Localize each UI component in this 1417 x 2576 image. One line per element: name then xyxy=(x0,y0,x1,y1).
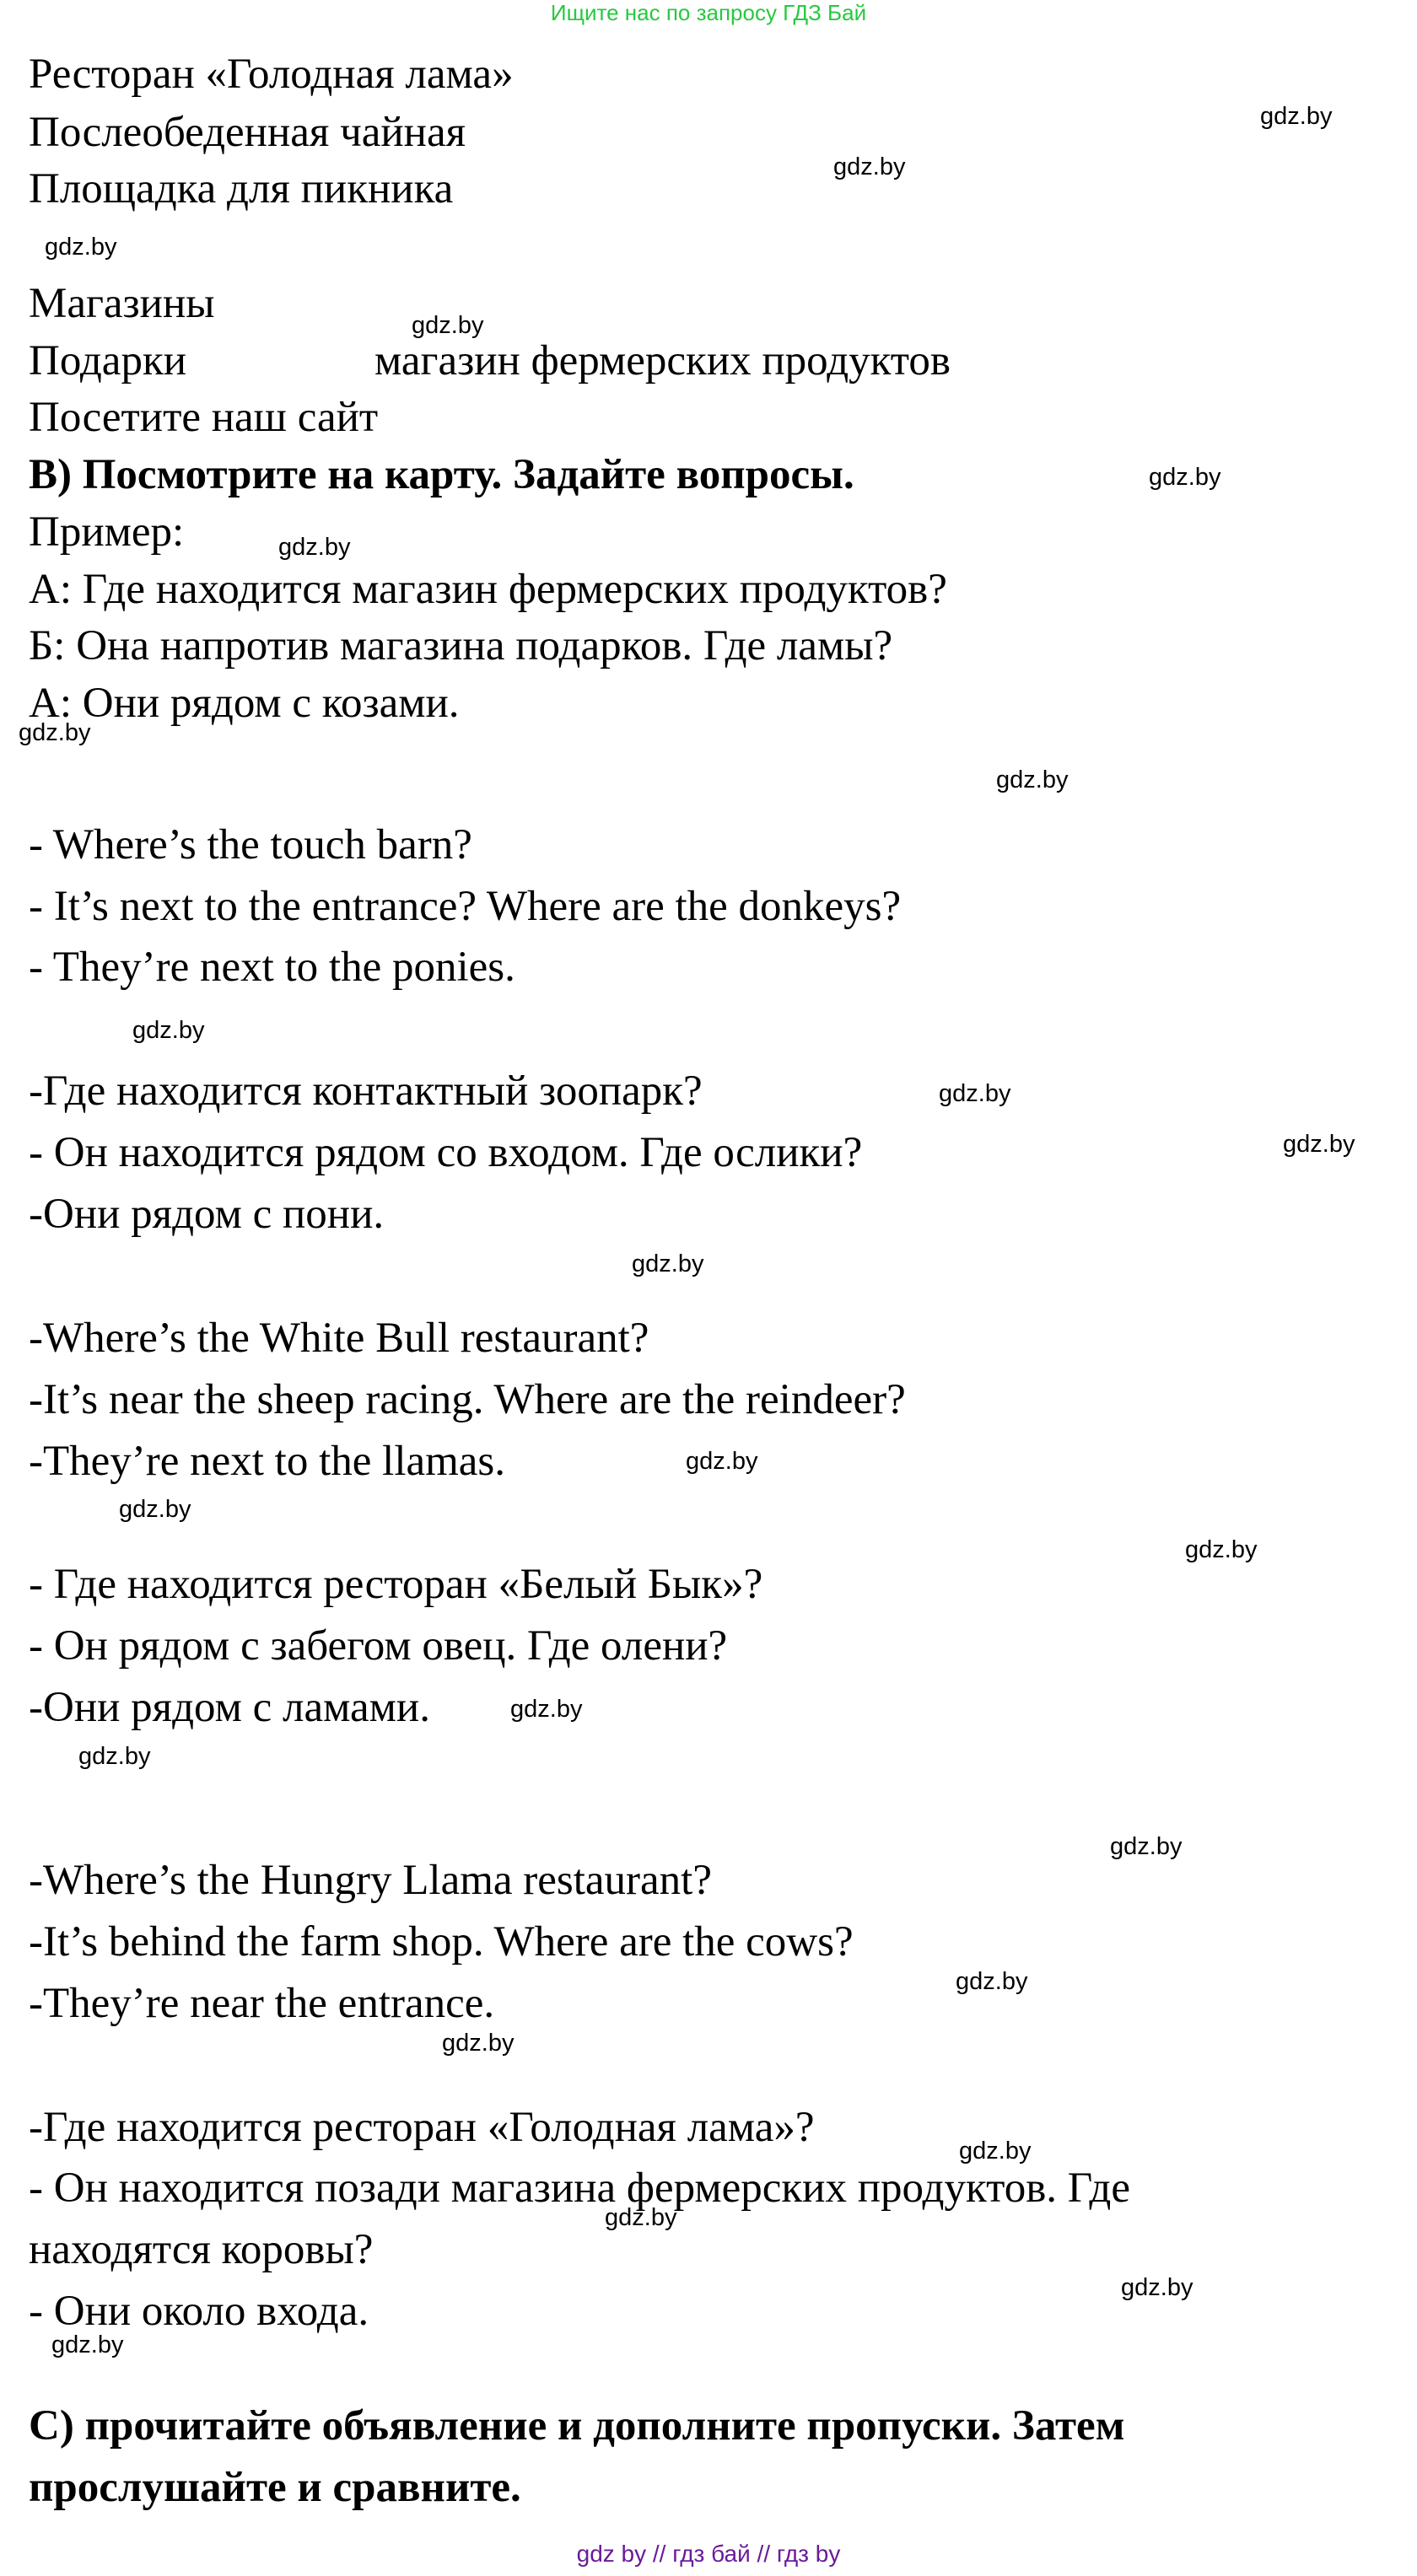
watermark: gdz.by xyxy=(686,1448,758,1475)
watermark: gdz.by xyxy=(119,1496,191,1523)
text-line: А: Они рядом с козами. xyxy=(29,680,460,727)
watermark: gdz.by xyxy=(632,1250,704,1277)
text-line: находятся коровы? xyxy=(29,2226,374,2273)
watermark: gdz.by xyxy=(605,2204,677,2231)
watermark: gdz.by xyxy=(833,153,906,180)
watermark: gdz.by xyxy=(1185,1536,1258,1563)
text-line: - It’s next to the entrance? Where are the donkeys? xyxy=(29,883,902,930)
text-line: -It’s near the sheep racing. Where are the reindeer? xyxy=(29,1376,906,1423)
watermark: gdz.by xyxy=(442,2030,515,2057)
text-line: -Where’s the White Bull restaurant? xyxy=(29,1315,649,1362)
text-line: -Где находится контактный зоопарк? xyxy=(29,1068,703,1115)
watermark: gdz.by xyxy=(956,1968,1028,1995)
text-line: -Where’s the Hungry Llama restaurant? xyxy=(29,1857,712,1904)
watermark: gdz.by xyxy=(1149,464,1221,491)
text-line: - Он рядом с забегом овец. Где олени? xyxy=(29,1622,728,1670)
text-line: -It’s behind the farm shop. Where are the cows? xyxy=(29,1918,854,1966)
text-line: Магазины xyxy=(29,280,215,327)
watermark: gdz.by xyxy=(1283,1131,1355,1158)
watermark: gdz.by xyxy=(51,2331,124,2358)
watermark: gdz.by xyxy=(78,1743,151,1770)
watermark: gdz.by xyxy=(1260,103,1333,130)
watermark: gdz.by xyxy=(939,1080,1011,1107)
text-line: Б: Она напротив магазина подарков. Где ламы? xyxy=(29,622,893,670)
section-heading-c: прослушайте и сравните. xyxy=(29,2464,521,2511)
text-line: А: Где находится магазин фермерских продуктов? xyxy=(29,566,947,613)
text-line: -Они рядом с пони. xyxy=(29,1191,385,1238)
watermark: gdz.by xyxy=(510,1696,583,1723)
text-line: -Где находится ресторан «Голодная лама»? xyxy=(29,2104,815,2151)
watermark: gdz.by xyxy=(45,234,117,261)
text-line: Ресторан «Голодная лама» xyxy=(29,51,514,98)
watermark: gdz.by xyxy=(1121,2274,1193,2301)
text-line: - They’re next to the ponies. xyxy=(29,944,515,991)
text-line: - Where’s the touch barn? xyxy=(29,821,472,869)
text-line: - Где находится ресторан «Белый Бык»? xyxy=(29,1561,763,1608)
text-line: Пример: xyxy=(29,508,185,556)
watermark: gdz.by xyxy=(996,766,1069,793)
text-line: - Он находится рядом со входом. Где ослики? xyxy=(29,1129,863,1176)
section-heading-c: С) прочитайте объявление и дополните пропуски. Затем xyxy=(29,2402,1125,2450)
watermark: gdz.by xyxy=(278,534,351,561)
text-line: Площадка для пикника xyxy=(29,165,454,212)
text-line: -They’re next to the llamas. xyxy=(29,1438,506,1485)
watermark: gdz.by xyxy=(412,312,484,339)
text-line: магазин фермерских продуктов xyxy=(374,337,951,385)
watermark: gdz.by xyxy=(959,2138,1032,2165)
text-line: - Они около входа. xyxy=(29,2288,369,2335)
text-line: - Он находится позади магазина фермерских продуктов. Где xyxy=(29,2165,1131,2212)
watermark: gdz.by xyxy=(1110,1833,1183,1860)
text-line: Подарки xyxy=(29,337,187,385)
watermark: gdz.by xyxy=(132,1017,205,1044)
section-heading-b: B) Посмотрите на карту. Задайте вопросы. xyxy=(29,451,854,498)
text-line: -They’re near the entrance. xyxy=(29,1980,495,2027)
header-search-hint: Ищите нас по запросу ГДЗ Бай xyxy=(550,0,867,25)
text-line: Посетите наш сайт xyxy=(29,394,379,441)
text-line: Послеобеденная чайная xyxy=(29,109,466,156)
footer-links: gdz by // гдз бай // гдз by xyxy=(576,2541,841,2567)
watermark: gdz.by xyxy=(19,719,91,746)
text-line: -Они рядом с ламами. xyxy=(29,1684,430,1731)
